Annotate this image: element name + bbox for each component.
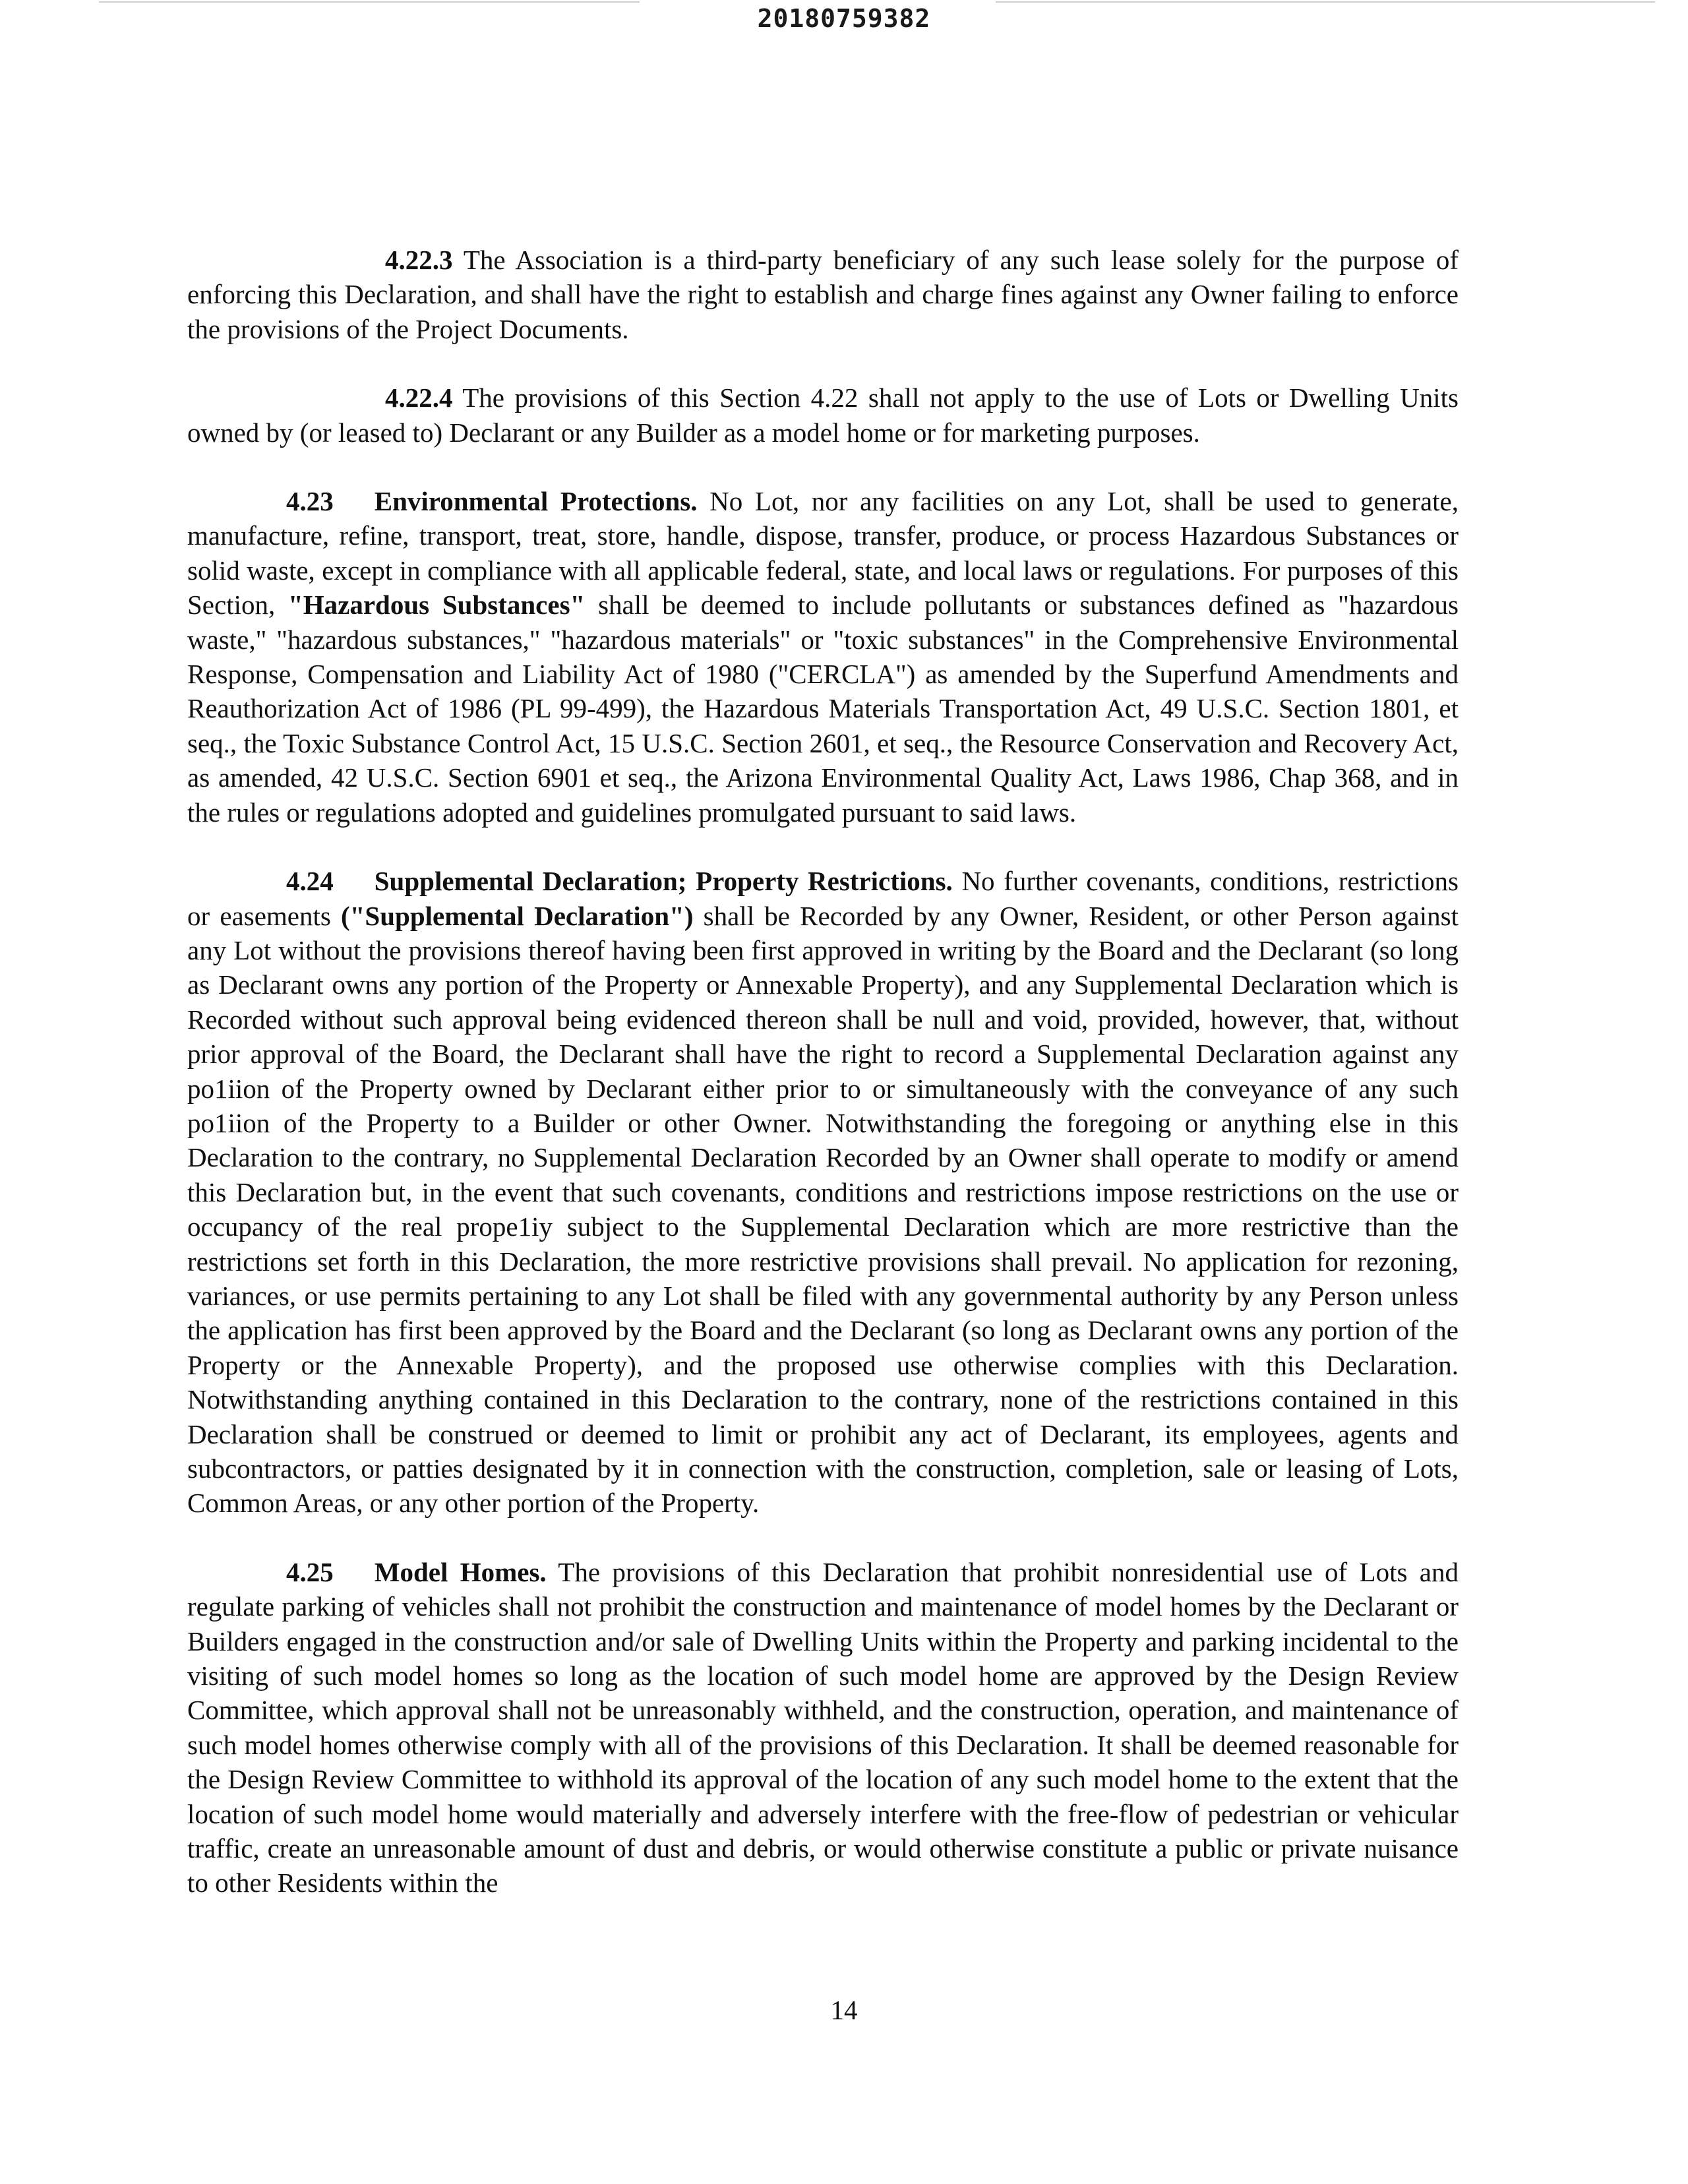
header-rule-right: [996, 1, 1655, 3]
section-text: shall be Recorded by any Owner, Resident, or other Person against any Lot without the provisions thereof having been first approved in writing by the Board and the Declarant (so long as Declarant owns any portion of the Property or Annexable Property), and any Supplemental Declaration which is Recorded without such approval being evidenced thereon shall be null and void, provided, however, that, without prior approval of the Board, the Declarant shall have the right to record a Supplemental Declaration against any po1iion of the Property owned by Declarant either prior to or simultaneously with the conveyance of any such po1iion of the Property to a Builder or other Owner. Notwithstanding the foregoing or anything else in this Declaration to the contrary, no Supplemental Declaration Recorded by an Owner shall operate to modify or amend this Declaration but, in the event that such covenants, conditions and restrictions impose restrictions on the use or occupancy of the real prope1iy subject to the Supplemental Declaration which are more restrictive than the restrictions set forth in this Declaration, the more restrictive provisions shall prevail. No application for rezoning, variances, or use permits pertaining to any Lot shall be filed with any governmental authority by any Person unless the application has first been approved by the Board and the Declarant (so long as Declarant owns any portion of the Property or the Annexable Property), and the proposed use otherwise complies with this Declaration. Notwithstanding anything contained in this Declaration to the contrary, none of the restrictions contained in this Declaration shall be construed or deemed to limit or prohibit any act of Declarant, its employees, agents and subcontractors, or patties designated by it in connection with the construction, completion, sale or leasing of Lots, Common Areas, or any other portion of the Property.: [187, 900, 1459, 1519]
section-4-23: [187, 484, 1459, 830]
paragraph-text: The Association is a third-party beneficiary of any such lease solely for the purpose of enforcing this Declaration, and shall have the right to establish and charge fines against any Owner failing to enforce the provisions of the Project Documents.: [187, 245, 1459, 344]
paragraph-number: 4.22.3: [385, 245, 453, 275]
section-text: shall be deemed to include pollutants or substances defined as "hazardous waste," "hazardous substances," "hazardous materials" or "toxic substances" in the Comprehensive Environmental Response, Compensation and Liability Act of 1980 ("CERCLA") as amended by the Superfund Amendments and Reauthorization Act of 1986 (PL 99-499), the Hazardous Materials Transportation Act, 49 U.S.C. Section 1801, et seq., the Toxic Substance Control Act, 15 U.S.C. Section 2601, et seq., the Resource Conservation and Recovery Act, as amended, 42 U.S.C. Section 6901 et seq., the Arizona Environmental Quality Act, Laws 1986, Chap 368, and in the rules or regulations adopted and guidelines promulgated pursuant to said laws.: [187, 590, 1459, 828]
section-4-24: [187, 864, 1459, 1521]
paragraph-4-22-3: [187, 243, 1459, 346]
section-number: 4.25: [286, 1556, 334, 1587]
section-number: 4.23: [286, 486, 334, 517]
section-heading: Model Homes.: [374, 1556, 547, 1587]
section-heading: Environmental Protections.: [374, 486, 698, 517]
section-4-25: [187, 1555, 1459, 1900]
paragraph-text: The provisions of this Section 4.22 shall not apply to the use of Lots or Dwelling Units owned by (or leased to) Declarant or any Builder as a model home or for marketing purposes.: [187, 382, 1459, 448]
defined-term: ("Supplemental Declaration"): [341, 900, 694, 931]
page-number: 14: [830, 1995, 858, 2025]
paragraph-number: 4.22.4: [385, 382, 453, 413]
section-text: The provisions of this Declaration that prohibit nonresidential use of Lots and regulate parking of vehicles shall not prohibit the construction and maintenance of model homes by the Declarant or Builders engaged in the construction and/or sale of Dwelling Units within the Property and parking incidental to the visiting of such model homes so long as the location of such model home are approved by the Design Review Committee, which approval shall not be unreasonably withheld, and the construction, operation, and maintenance of such model homes otherwise comply with all of the provisions of this Declaration. It shall be deemed reasonable for the Design Review Committee to withhold its approval of the location of any such model home to the extent that the location of such model home would materially and adversely interfere with the free-flow of pedestrian or vehicular traffic, create an unreasonable amount of dust and debris, or would otherwise constitute a public or private nuisance to other Residents within the: [187, 1556, 1459, 1898]
section-heading: Supplemental Declaration; Property Restrictions.: [374, 866, 953, 897]
header-rule-left: [99, 1, 640, 3]
document-body: [187, 243, 1459, 1935]
section-text: No Lot, nor any facilities on any Lot, shall be used to generate, manufacture, refine, transport, treat, store, handle, dispose, transfer, produce, or process Hazardous Substances or solid waste, except in compliance with all applicable federal, state, and local laws or regulations. For purposes of this Section,: [187, 486, 1459, 621]
section-number: 4.24: [286, 866, 334, 897]
defined-term: "Hazardous Substances": [288, 590, 586, 621]
paragraph-4-22-4: [187, 380, 1459, 450]
section-text: No further covenants, conditions, restrictions or easements: [187, 866, 1459, 931]
document-number: 20180759382: [757, 4, 931, 33]
